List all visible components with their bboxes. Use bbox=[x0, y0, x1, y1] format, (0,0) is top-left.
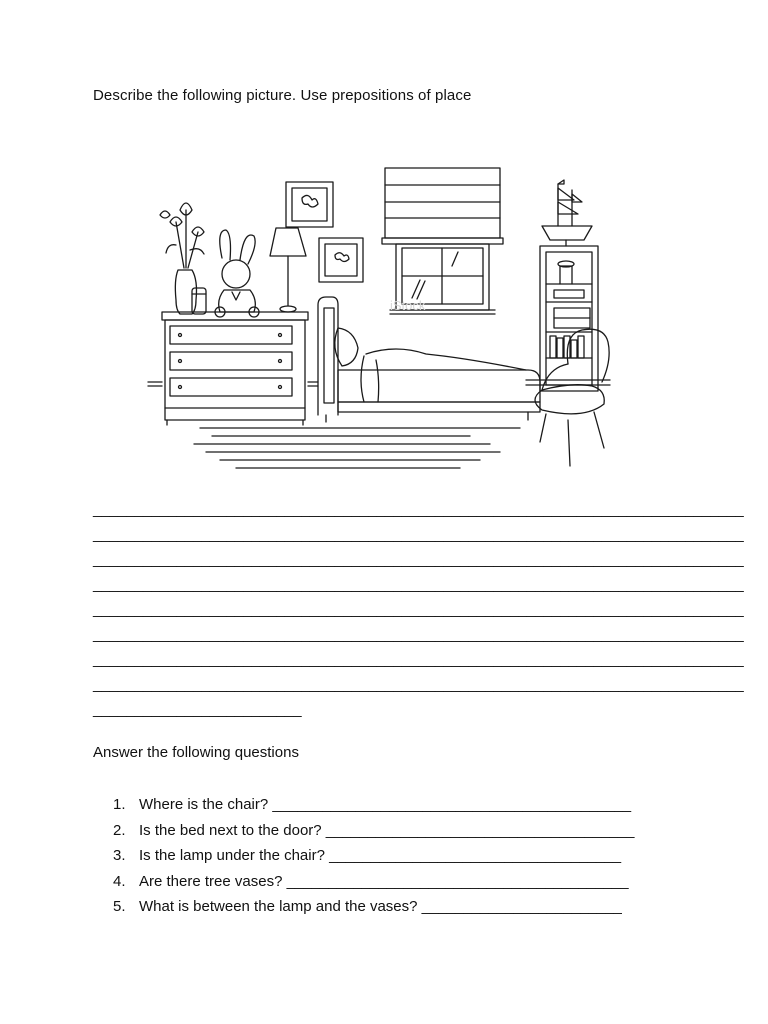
illustration-watermark: iStock bbox=[390, 298, 426, 313]
question-number: 5. bbox=[113, 898, 126, 915]
writing-line[interactable]: ______________________________________________________________________________ bbox=[93, 626, 744, 643]
question-number: 1. bbox=[113, 796, 126, 813]
stuffed-bunny bbox=[215, 230, 259, 317]
question-item bbox=[113, 818, 634, 844]
vase-with-flowers bbox=[160, 203, 206, 314]
question-number: 2. bbox=[113, 821, 126, 839]
writing-line[interactable]: ______________________________________________________________________________ bbox=[93, 526, 744, 543]
questions-heading: Answer the following questions bbox=[93, 744, 299, 761]
question-list bbox=[113, 792, 634, 920]
question-number: 4. bbox=[113, 872, 126, 890]
picture-frame-top bbox=[286, 182, 333, 227]
question-text[interactable]: Are there tree vases? _________________________________________ bbox=[139, 872, 629, 890]
writing-line[interactable]: ______________________________________________________________________________ bbox=[93, 601, 744, 618]
question-text[interactable]: Is the lamp under the chair? ___________________________________ bbox=[139, 847, 622, 864]
writing-line-short[interactable]: _________________________ bbox=[93, 701, 302, 718]
bookshelf bbox=[540, 246, 598, 391]
question-text[interactable]: Where is the chair? ___________________________________________ bbox=[139, 796, 632, 813]
bedroom-illustration bbox=[140, 160, 630, 475]
picture-frame-bottom bbox=[319, 238, 363, 282]
question-text[interactable]: What is between the lamp and the vases? ________________________ bbox=[139, 898, 622, 915]
question-number: 3. bbox=[113, 847, 126, 864]
question-text[interactable]: Is the bed next to the door? _____________________________________ bbox=[139, 821, 635, 839]
window bbox=[382, 168, 503, 314]
question-item bbox=[113, 792, 634, 818]
instruction-text: Describe the following picture. Use prepositions of place bbox=[93, 87, 472, 104]
writing-line[interactable]: ______________________________________________________________________________ bbox=[93, 676, 744, 693]
table-lamp bbox=[270, 228, 306, 312]
question-item bbox=[113, 869, 634, 895]
writing-line[interactable]: ______________________________________________________________________________ bbox=[93, 551, 744, 568]
ship-model bbox=[542, 180, 592, 246]
dresser bbox=[162, 312, 308, 425]
floor-lines bbox=[194, 428, 520, 468]
bed bbox=[318, 297, 540, 422]
writing-line[interactable]: ______________________________________________________________________________ bbox=[93, 501, 744, 518]
answer-writing-area bbox=[93, 497, 744, 722]
writing-line[interactable]: ______________________________________________________________________________ bbox=[93, 576, 744, 593]
question-item bbox=[113, 894, 634, 920]
writing-line[interactable]: ______________________________________________________________________________ bbox=[93, 651, 744, 668]
question-item bbox=[113, 843, 634, 869]
